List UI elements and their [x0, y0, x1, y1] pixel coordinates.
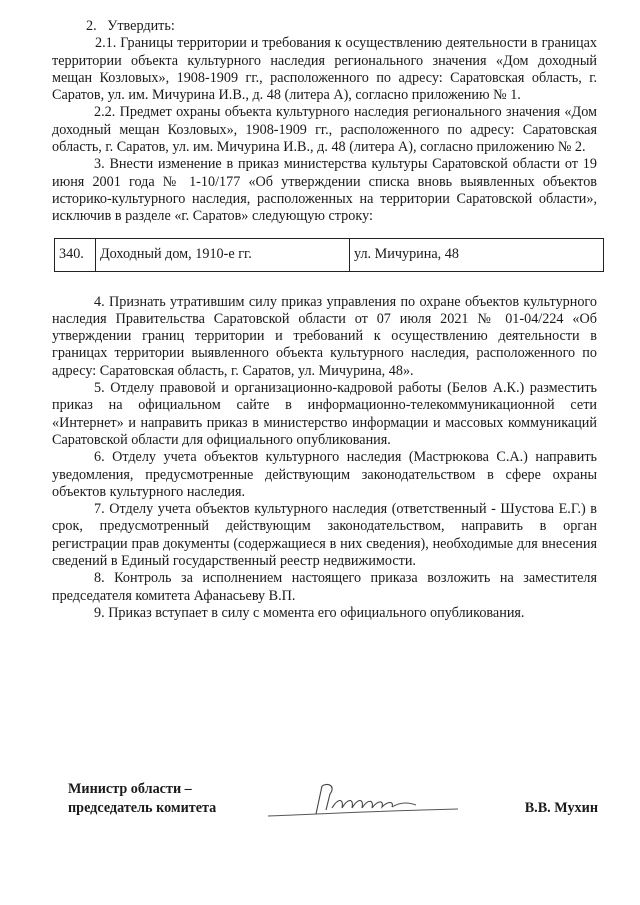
signatory-name: В.В. Мухин — [524, 800, 598, 816]
row-number: 340. — [55, 238, 96, 271]
item-7: 7. Отделу учета объектов культурного наследия (ответственный - Шустова Е.Г.) в срок, предусмотренный действующим законодательством, направить в орган регистрации прав документы (содержащиеся в них сведения), необходимые для внесения сведений в Единый государственный реестр недвижимости. — [52, 501, 597, 570]
item-2-1: 2.1. Границы территории и требования к осуществлению деятельности в границах территории объекта культурного наследия регионального значения «Дом доходный мещан Козловых», 1908-1909 гг., расположенного по адресу: Саратовская область, г. Саратов, ул. им. Мичурина И.В., д. 48 (литера А), согласно приложению № 1. — [52, 35, 597, 104]
signatory-title-line-2: председатель комитета — [68, 800, 217, 816]
item-3: 3. Внести изменение в приказ министерства культуры Саратовской области от 19 июня 2001 года № 1-10/177 «Об утверждении списка вновь выявленных объектов историко-культурного наследия, расположенных на территории Саратовской области», исключив в разделе «г. Саратов» следующую строку: — [52, 156, 597, 225]
signatory-title-line-1: Министр области – — [68, 781, 192, 797]
item-8: 8. Контроль за исполнением настоящего приказа возложить на заместителя председателя комитета Афанасьеву В.П. — [52, 570, 597, 604]
signature-block — [68, 780, 598, 830]
document-body — [52, 18, 597, 622]
row-object-name: Доходный дом, 1910-е гг. — [96, 238, 350, 271]
item-2-2: 2.2. Предмет охраны объекта культурного наследия регионального значения «Дом доходный мещан Козловых», 1908-1909 гг., расположенного по адресу: Саратовская область, г. Саратов, ул. им. Мичурина И.В., д. 48 (литера А), согласно приложению № 2. — [52, 104, 597, 156]
item-6: 6. Отделу учета объектов культурного наследия (Мастрюкова С.А.) направить уведомления, предусмотренные действующим законодательством в сфере охраны объектов культурного наследия. — [52, 449, 597, 500]
table-row — [55, 238, 604, 271]
excluded-row-table — [54, 238, 604, 272]
row-address: ул. Мичурина, 48 — [350, 238, 604, 271]
item-2-heading: 2. Утвердить: — [86, 18, 175, 34]
signatory-title — [68, 780, 216, 818]
handwritten-signature-icon — [258, 780, 498, 828]
item-9: 9. Приказ вступает в силу с момента его официального опубликования. — [94, 604, 525, 621]
item-5: 5. Отделу правовой и организационно-кадровой работы (Белов А.К.) разместить приказ на официальном сайте в информационно-телекоммуникационной сети «Интернет» и направить приказ в министерство информации и массовых коммуникаций Саратовской области для официального опубликования. — [52, 380, 597, 448]
item-4: 4. Признать утратившим силу приказ управления по охране объектов культурного наследия Правительства Саратовской области от 07 июля 2021 № 01-04/224 «Об утверждении границ территории и требований к осуществлению деятельности в границах территории выявленного объекта культурного наследия, расположенного по адресу: Саратовская область, г. Саратов, ул. Мичурина, 48». — [52, 293, 597, 379]
